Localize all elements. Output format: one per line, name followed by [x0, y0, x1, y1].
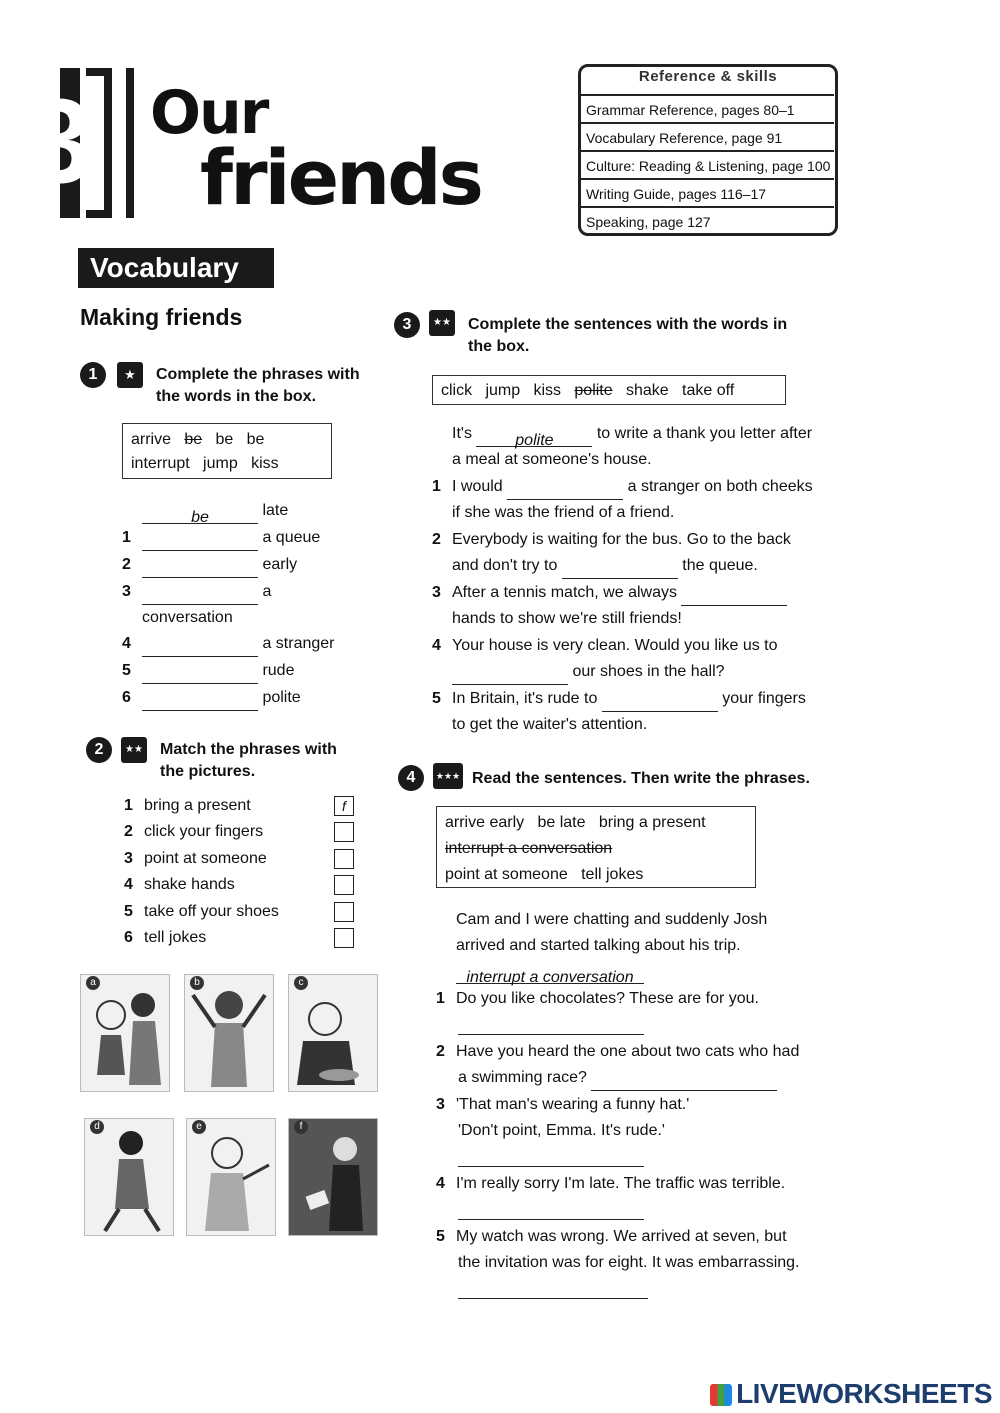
example-answer: interrupt a conversation	[456, 958, 644, 984]
match-item: 3 point at someone	[124, 850, 267, 867]
sentence: our shoes in the hall?	[452, 659, 725, 685]
unit-title-line1: Our	[150, 78, 268, 148]
picture-e	[186, 1118, 276, 1236]
exercise-item: 5 rude	[122, 658, 294, 684]
sentence: It's polite to write a thank you letter after	[452, 425, 813, 449]
answer-blank[interactable]	[458, 1203, 644, 1220]
exercise-item: 1 a queue	[122, 525, 320, 551]
answer-blank[interactable]	[458, 1282, 648, 1299]
sentence: Cam and I were chatting and suddenly Josh	[456, 911, 768, 928]
exercise-item-cont: conversation	[142, 609, 233, 626]
picture-a	[80, 974, 170, 1092]
exercise-item: 3 a	[122, 579, 271, 605]
exercise-number: 2	[86, 737, 112, 763]
sentence: 3 'That man's wearing a funny hat.'	[436, 1096, 690, 1113]
sentence: 4 Your house is very clean. Would you like us to	[432, 637, 778, 654]
word-box: click jump kiss polite shake take off	[432, 375, 786, 405]
picture-d	[84, 1118, 174, 1236]
brand-logo: LIVEWORKSHEETS	[710, 1378, 992, 1410]
sentence: 5 In Britain, it's rude to your fingers	[432, 686, 806, 712]
answer-checkbox[interactable]	[334, 902, 354, 922]
difficulty-stars: ★★	[121, 737, 147, 763]
exercise-example: be late	[122, 498, 288, 524]
answer-checkbox[interactable]	[334, 849, 354, 869]
sentence: 2 Have you heard the one about two cats who had	[436, 1043, 800, 1060]
answer-blank[interactable]	[142, 532, 258, 551]
sentence: a meal at someone's house.	[452, 451, 652, 468]
match-item: 2 click your fingers	[124, 823, 264, 840]
sentence: arrived and started talking about his trip.	[456, 937, 741, 954]
answer-blank[interactable]	[452, 666, 568, 685]
reference-row: Writing Guide, pages 116–17	[580, 178, 834, 206]
answer-blank[interactable]	[458, 1150, 644, 1167]
answer-checkbox[interactable]	[334, 928, 354, 948]
word-box: arrive early be late bring a present interrupt a conversation point at someone tell jokes	[436, 806, 756, 888]
sentence: hands to show we're still friends!	[452, 610, 682, 627]
exercise-item: 4 a stranger	[122, 631, 335, 657]
picture-label: c	[294, 976, 308, 990]
exercise-instruction: Match the phrases with the pictures.	[160, 741, 337, 780]
sentence: 'Don't point, Emma. It's rude.'	[458, 1122, 665, 1139]
picture-c	[288, 974, 378, 1092]
picture-label: e	[192, 1120, 206, 1134]
unit-frame	[86, 68, 112, 218]
reference-row: Speaking, page 127	[580, 206, 834, 234]
unit-number: 3	[26, 74, 93, 208]
exercise-number: 4	[398, 765, 424, 791]
difficulty-stars: ★★★	[433, 763, 463, 789]
answer-checkbox[interactable]	[334, 822, 354, 842]
answer-blank[interactable]	[681, 587, 787, 606]
subheading: Making friends	[80, 304, 243, 330]
exercise-number: 3	[394, 312, 420, 338]
unit-title-line2: friends	[200, 133, 481, 222]
exercise-instruction: Complete the sentences with the words in the box.	[468, 316, 788, 355]
unit-frame-outer	[118, 68, 134, 218]
sentence: 4 I'm really sorry I'm late. The traffic was terrible.	[436, 1175, 786, 1192]
picture-label: f	[294, 1120, 308, 1134]
reference-row: Culture: Reading & Listening, page 100	[580, 150, 834, 178]
reference-row: Vocabulary Reference, page 91	[580, 122, 834, 150]
difficulty-stars: ★	[117, 362, 143, 388]
answer-blank[interactable]	[142, 638, 258, 657]
answer-blank[interactable]	[562, 560, 678, 579]
sentence: 3 After a tennis match, we always	[432, 580, 787, 606]
answer-blank[interactable]	[507, 481, 623, 500]
answer-blank[interactable]	[142, 665, 258, 684]
reference-row: Grammar Reference, pages 80–1	[580, 94, 834, 122]
answer-checkbox[interactable]: f	[334, 796, 354, 816]
sentence: 5 My watch was wrong. We arrived at seven, but	[436, 1228, 787, 1245]
exercise-item: 2 early	[122, 552, 297, 578]
sentence: 1 Do you like chocolates? These are for you.	[436, 990, 759, 1007]
sentence: and don't try to the queue.	[452, 553, 758, 579]
sentence: the invitation was for eight. It was embarrassing.	[458, 1254, 800, 1271]
sentence: if she was the friend of a friend.	[452, 504, 675, 521]
answer-blank[interactable]	[142, 559, 258, 578]
answer-checkbox[interactable]	[334, 875, 354, 895]
exercise-instruction: Read the sentences. Then write the phrases.	[472, 770, 810, 787]
exercise-instruction: Complete the phrases with the words in the box.	[156, 366, 360, 405]
picture-label: b	[190, 976, 204, 990]
word-box: arrive be be be interrupt jump kiss	[122, 423, 332, 479]
section-banner: Vocabulary	[78, 248, 274, 288]
sentence: 2 Everybody is waiting for the bus. Go to the back	[432, 531, 791, 548]
match-item: 5 take off your shoes	[124, 903, 279, 920]
match-item: 4 shake hands	[124, 876, 235, 893]
match-item: 1 bring a present	[124, 797, 251, 814]
answer-blank[interactable]	[591, 1072, 777, 1091]
answer-blank[interactable]	[602, 693, 718, 712]
picture-label: a	[86, 976, 100, 990]
picture-f	[288, 1118, 378, 1236]
answer-blank[interactable]	[142, 586, 258, 605]
picture-b	[184, 974, 274, 1092]
sentence: a swimming race?	[458, 1065, 777, 1091]
sentence: to get the waiter's attention.	[452, 716, 648, 733]
answer-blank[interactable]	[458, 1018, 644, 1035]
sentence: 1 I would a stranger on both cheeks	[432, 474, 813, 500]
reference-heading: Reference & skills	[638, 68, 778, 85]
match-item: 6 tell jokes	[124, 929, 207, 946]
exercise-number: 1	[80, 362, 106, 388]
brand-icon	[710, 1384, 732, 1406]
exercise-item: 6 polite	[122, 685, 301, 711]
picture-label: d	[90, 1120, 104, 1134]
answer-blank[interactable]	[142, 692, 258, 711]
difficulty-stars: ★★	[429, 310, 455, 336]
